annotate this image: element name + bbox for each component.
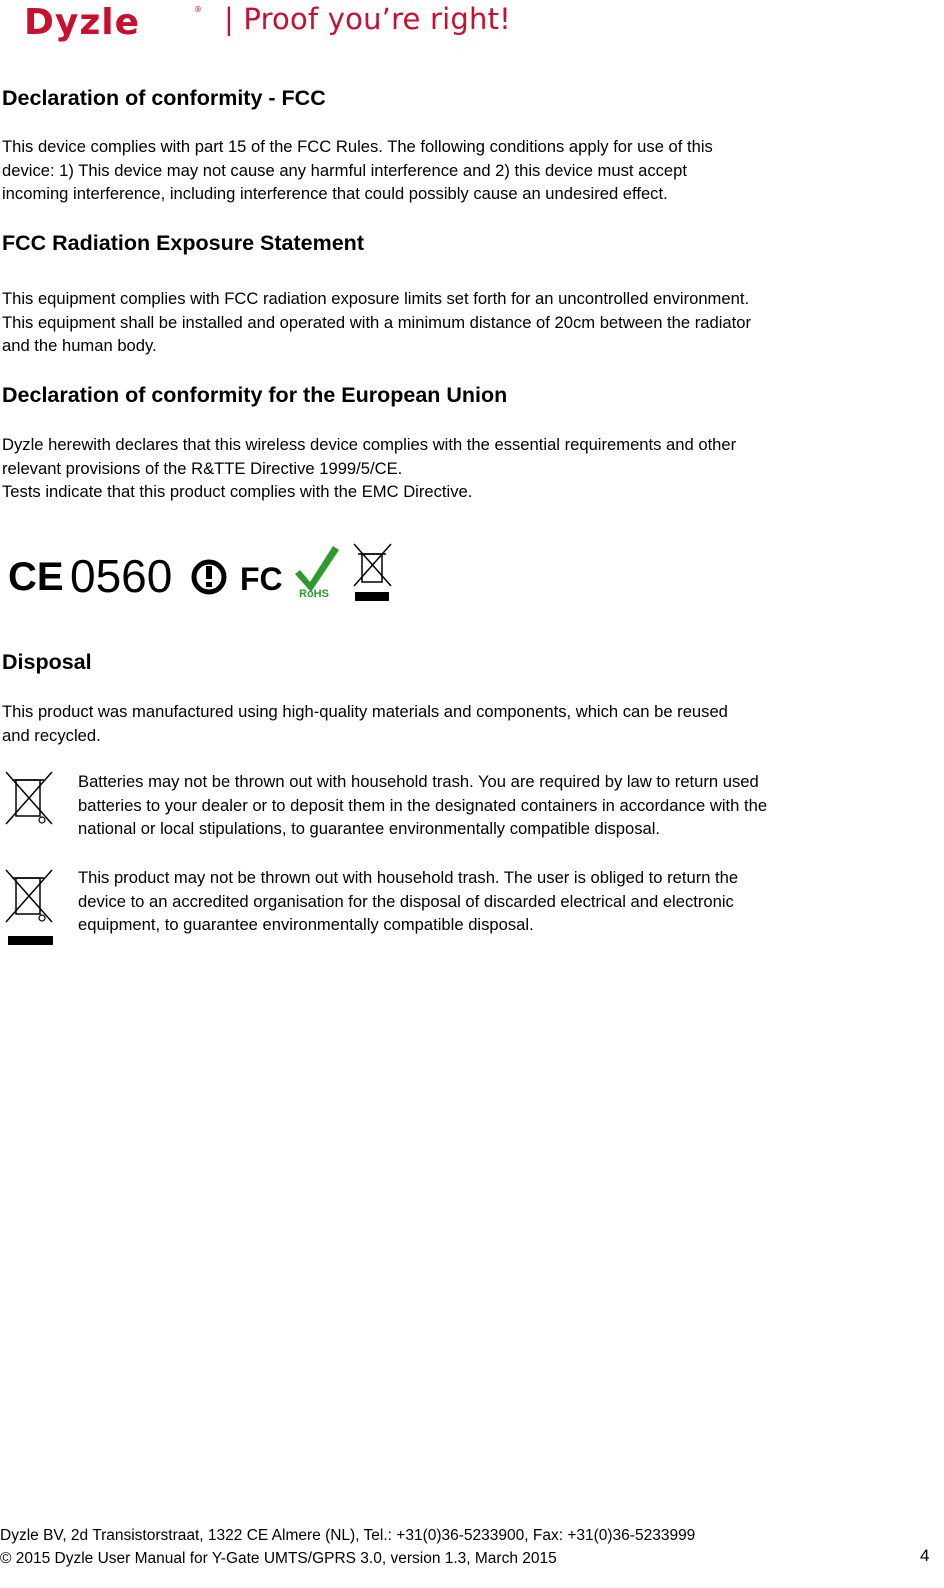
tagline: | Proof you’re right! [224,2,511,36]
footer-copyright: © 2015 Dyzle User Manual for Y-Gate UMTS/GPRS 3.0, version 1.3, March 2015 [0,1550,557,1567]
weee-product-icon [2,864,58,948]
ce-mark-icon [8,555,64,599]
page-footer [0,1524,695,1570]
fcc-mark-icon [240,561,283,597]
battery-disposal-note: Batteries may not be thrown out with household trash. You are required by law to return used batteries to your dealer or to deposit them in the designated containers in accordance with the national or local stipulations, to guarantee environmentally compatible disposal. [78,772,768,838]
fcc-paragraph: This device complies with part 15 of the FCC Rules. The following conditions apply for use of this device: 1) This device may not cause any harmful interference and 2) this device must accept incoming interference, including interference that could possibly cause an undesired effect. [2,137,713,203]
battery-disposal-icon [2,766,58,832]
certification-marks [8,540,398,605]
dyzle-logo [22,0,202,48]
svg-text:CE: CE [8,555,64,599]
disposal-heading: Disposal [2,650,92,674]
alert-class-icon [194,562,224,592]
radiation-paragraph: This equipment complies with FCC radiation exposure limits set forth for an uncontrolled environment. This equipment shall be installed and operated with a minimum distance of 20cm between the radiator and the human body. [2,289,751,355]
rohs-mark-icon [295,546,339,600]
disposal-paragraph: This product was manufactured using high-quality materials and components, which can be reused and recycled. [2,702,728,745]
eu-heading: Declaration of conformity for the European Union [2,383,508,407]
radiation-heading: FCC Radiation Exposure Statement [2,231,364,255]
svg-text:®: ® [194,5,202,14]
notified-body-number: 0560 [70,550,173,602]
page-header [22,0,722,48]
certification-marks-graphic [8,540,398,605]
dyzle-logo-text: Dyzle [24,2,141,43]
svg-text:FC: FC [240,561,283,597]
footer-address: Dyzle BV, 2d Transistorstraat, 1322 CE Almere (NL), Tel.: +31(0)36-5233900, Fax: +31(0)36-5233999 [0,1527,696,1544]
eu-paragraph: Dyzle herewith declares that this wireless device complies with the essential requirements and other relevant provisions of the R&TTE Directive 1999/5/CE. Tests indicate that this product complies with the EMC Directive. [2,435,737,501]
fcc-heading: Declaration of conformity - FCC [2,86,326,110]
weee-bin-icon [354,544,391,601]
svg-text:RoHS: RoHS [299,588,329,600]
page-number: 4 [920,1546,930,1565]
product-disposal-note: This product may not be thrown out with household trash. The user is obliged to return the device to an accredited organisation for the disposal of discarded electrical and electronic equipment, to guarantee environmentally compatible disposal. [78,868,739,934]
